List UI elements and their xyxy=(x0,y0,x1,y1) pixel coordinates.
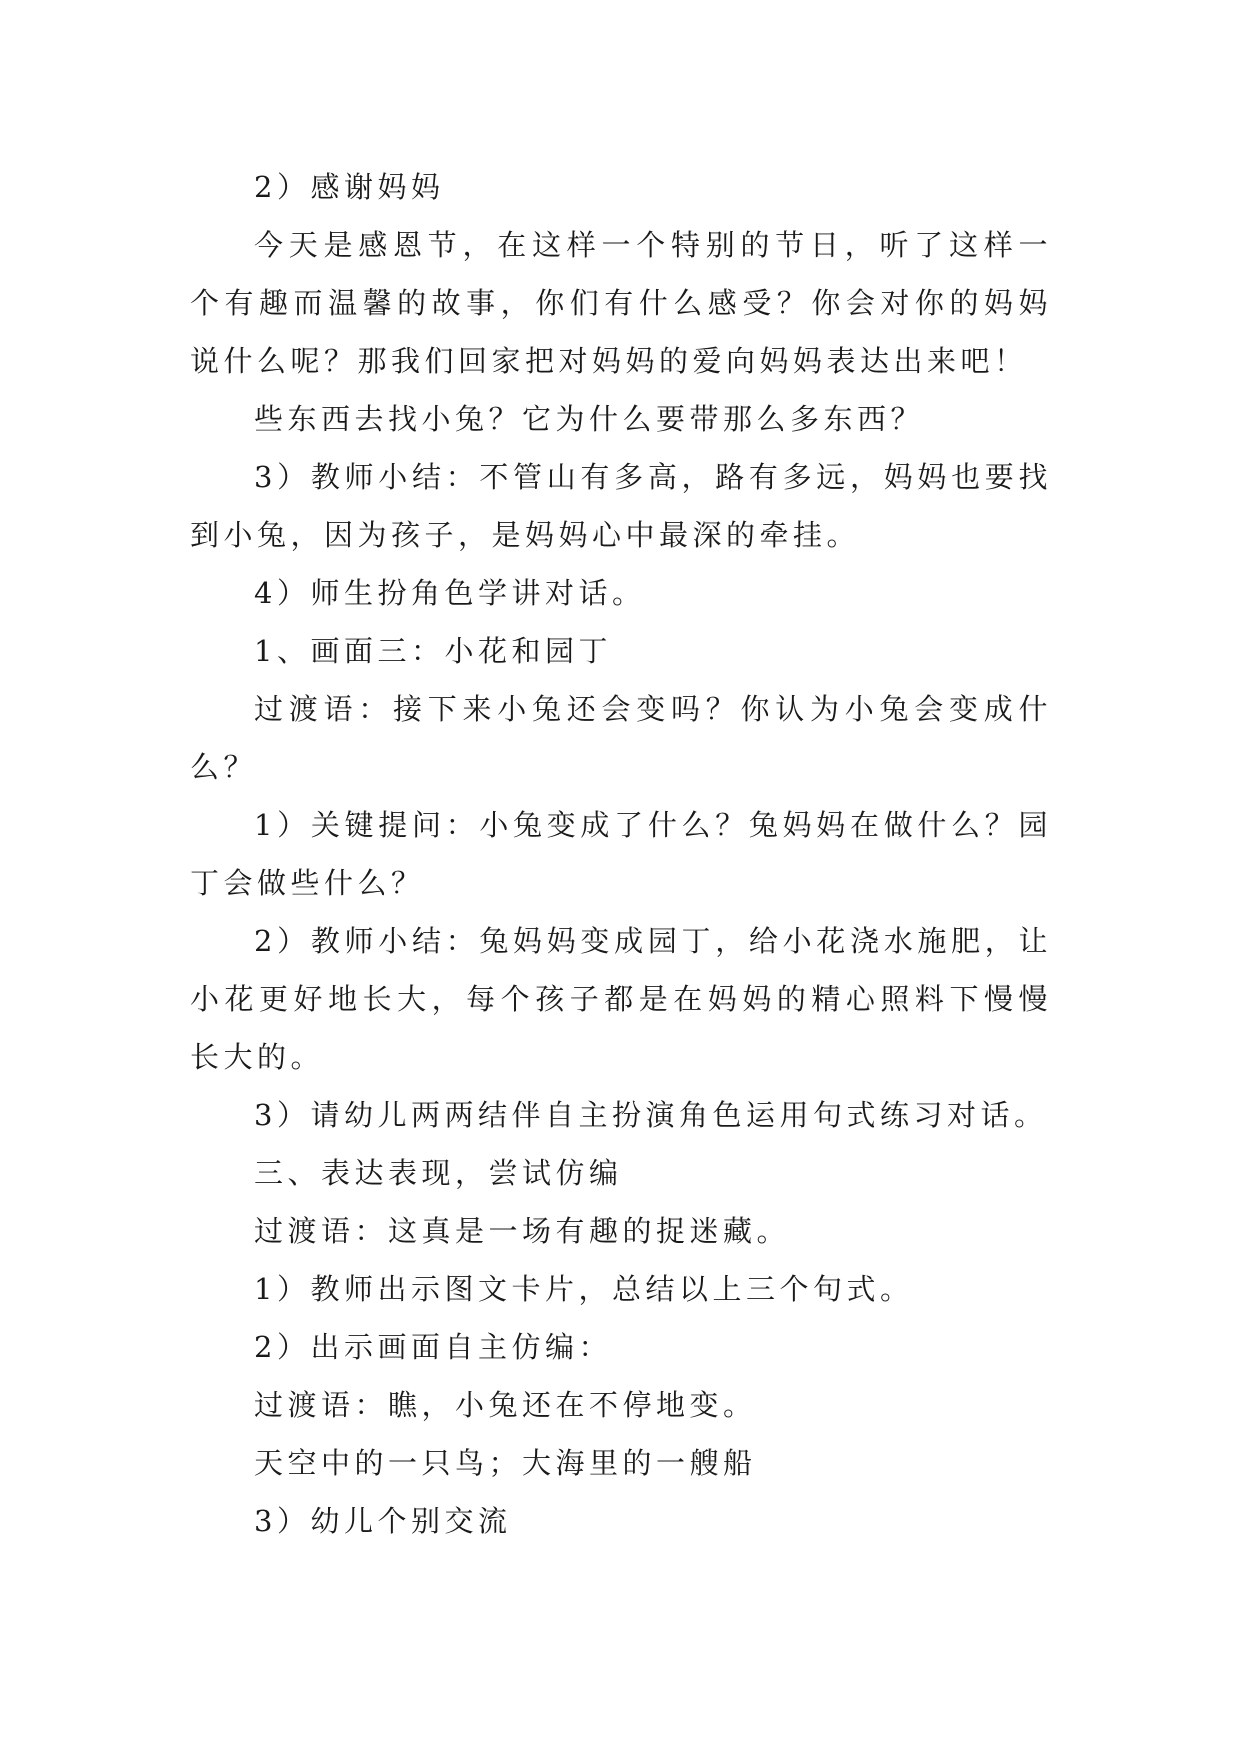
section-heading: 1、画面三：小花和园丁 xyxy=(254,634,612,668)
paragraph: 3）请幼儿两两结伴自主扮演角色运用句式练习对话。 xyxy=(254,1098,1048,1132)
paragraph: 2）教师小结：兔妈妈变成园丁，给小花浇水施肥，让小花更好地长大，每个孩子都是在妈妈的精心照料下慢慢长大的。 xyxy=(190,924,1052,1074)
paragraph: 今天是感恩节，在这样一个特别的节日，听了这样一个有趣而温馨的故事，你们有什么感受？你会对你的妈妈说什么呢？那我们回家把对妈妈的爱向妈妈表达出来吧！ xyxy=(190,228,1052,378)
paragraph: 天空中的一只鸟；大海里的一艘船 xyxy=(254,1446,757,1480)
paragraph: 4）师生扮角色学讲对话。 xyxy=(254,576,646,610)
paragraph: 些东西去找小兔？它为什么要带那么多东西？ xyxy=(254,402,925,436)
paragraph: 2）出示画面自主仿编： xyxy=(254,1330,612,1364)
paragraph: 过渡语：接下来小兔还会变吗？你认为小兔会变成什么？ xyxy=(190,692,1052,784)
paragraph: 过渡语：瞧，小兔还在不停地变。 xyxy=(254,1388,757,1422)
paragraph: 3）幼儿个别交流 xyxy=(254,1504,512,1538)
section-heading: 三、表达表现，尝试仿编 xyxy=(254,1156,623,1190)
paragraph: 过渡语：这真是一场有趣的捉迷藏。 xyxy=(254,1214,791,1248)
paragraph: 1）关键提问：小兔变成了什么？兔妈妈在做什么？园丁会做些什么？ xyxy=(190,808,1052,900)
document-body xyxy=(190,158,1052,1550)
paragraph: 1）教师出示图文卡片，总结以上三个句式。 xyxy=(254,1272,914,1306)
paragraph: 2）感谢妈妈 xyxy=(254,170,445,204)
paragraph: 3）教师小结：不管山有多高，路有多远，妈妈也要找到小兔，因为孩子，是妈妈心中最深的牵挂。 xyxy=(190,460,1052,552)
